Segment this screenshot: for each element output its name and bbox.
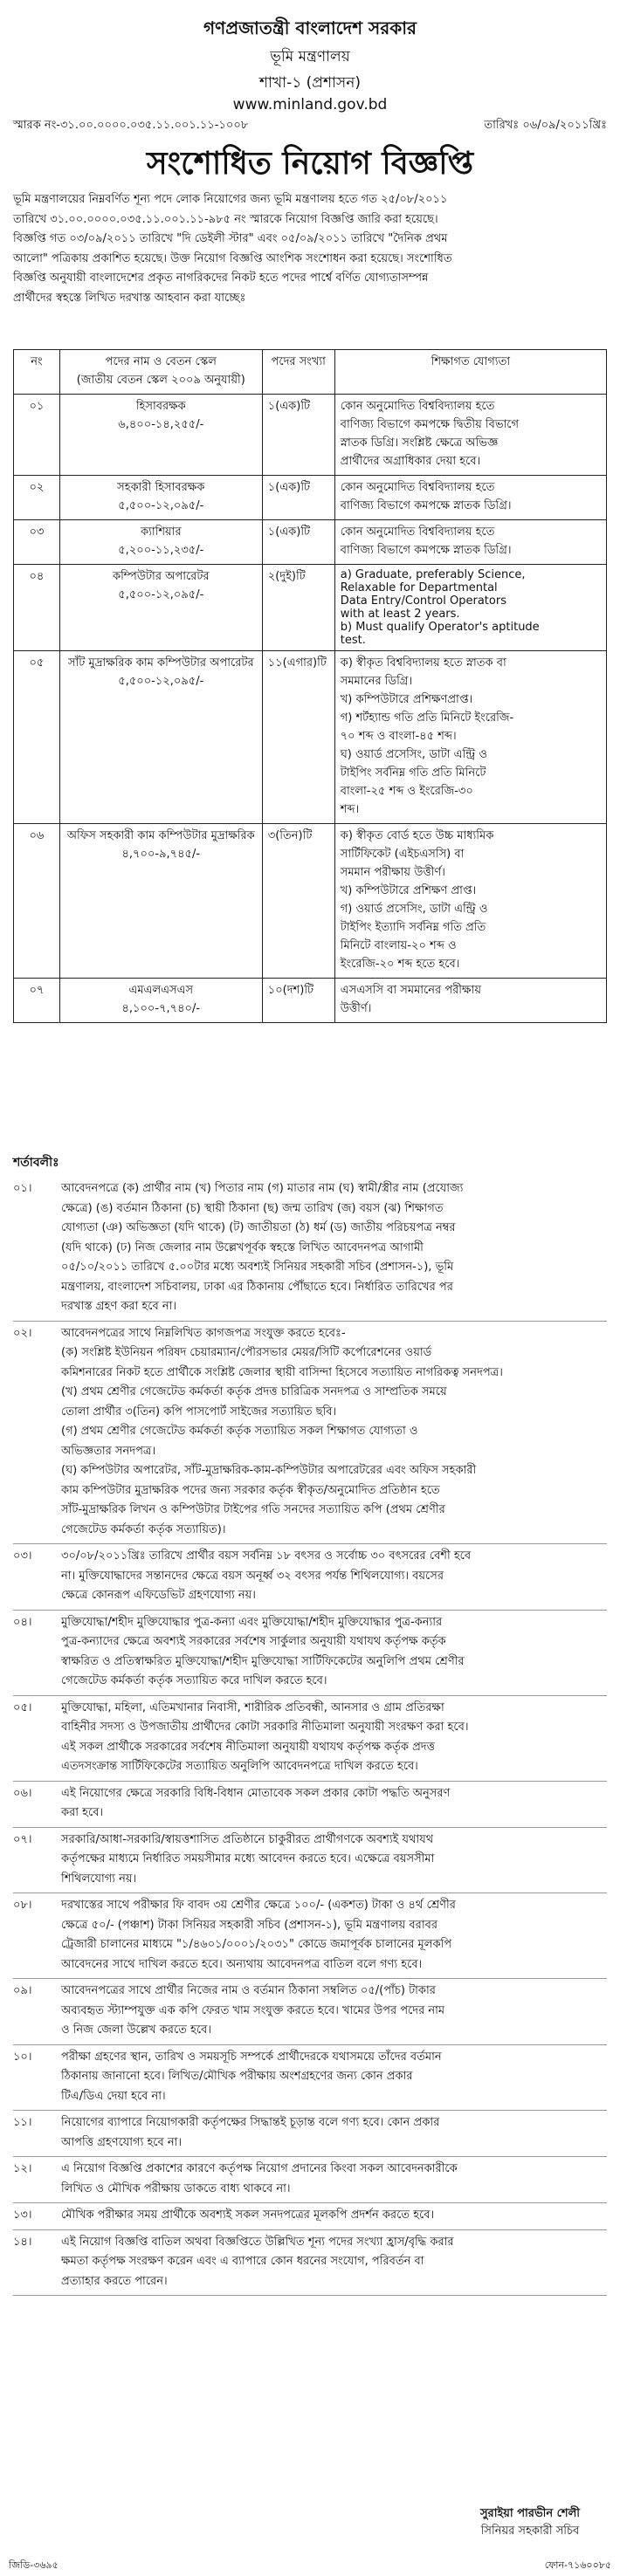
condition-line: ০৫/১০/২০১১ তারিখে ৫.০০টার মধ্যে অবশ্যই সিনিয়র সহকারী সচিব (প্রশাসন-১), ভূমি: [61, 1261, 454, 1274]
condition-text: [61, 1896, 607, 1975]
condition-text: [61, 1324, 607, 1541]
row-qualification: [334, 979, 606, 1023]
condition-line: মৌখিক পরীক্ষার সময় প্রার্থীকে অবশ্যই সকল সনদপত্রের মূলকপি প্রদর্শন করতে হবে।: [61, 2208, 435, 2222]
table-row: [14, 520, 607, 565]
conditions-list: [13, 1177, 607, 2296]
condition-line: কমিশনারের নিকট হতে প্রার্থীকে সংশ্লিষ্ট জেলার স্থায়ী বাসিন্দা হিসেবে সত্যায়িত নাগরিকত্ব সনদপত্র।: [61, 1365, 503, 1379]
post-name: এমএলএসএস: [128, 984, 194, 997]
condition-line: শিথিলযোগ্য নয়।: [61, 1872, 137, 1886]
condition-line: (খ) প্রথম শ্রেণীর গেজেটেড কর্মকর্তা কর্তৃক প্রদত্ত চারিত্রিক সনদপত্র ও সাম্প্রতিক সময়ে: [61, 1385, 447, 1398]
row-qualification: [334, 476, 606, 520]
government-title: গণপ্রজাতন্ত্রী বাংলাদেশ সরকার: [203, 17, 417, 38]
condition-line: ক্ষেত্রে কোনরূপ এফিডেভিট গ্রহণযোগ্য নয়।: [61, 1589, 256, 1602]
condition-line: অভিজ্ঞতার সনদপত্র।: [61, 1444, 156, 1458]
row-sl: ০২: [14, 476, 60, 520]
condition-item: [13, 2111, 607, 2157]
condition-text: [61, 1831, 607, 1890]
qualification-line: সমমান পরীক্ষায় উত্তীর্ণ।: [340, 866, 445, 879]
row-post-name: [59, 651, 262, 824]
condition-text: [61, 1982, 607, 2041]
condition-line: আপত্তি গ্রহণযোগ্য হবে না।: [61, 2135, 183, 2149]
condition-line: এতদসংক্রান্ত সার্টিফিকেটের সত্যায়িত অনুলিপি আবেদনপত্রে দাখিল করতে হবে।: [61, 1760, 418, 1773]
condition-number: ০১।: [13, 1182, 32, 1195]
condition-line: দরখাস্তের সাথে পরীক্ষার ফি বাবদ ৩য় শ্রেণীর ক্ষেত্রে ১০০/- (একশত) টাকা ও ৪র্থ শ্রেণীর: [61, 1899, 456, 1912]
condition-line: মুক্তিযোদ্ধা, মহিলা, এতিমখানার নিবাসী, শারীরিক প্রতিবন্ধী, আনসার ও গ্রাম প্রতিরক্ষা: [61, 1700, 444, 1714]
condition-line: ও নিজ জেলা উল্লেখ করতে হবে।: [61, 2023, 211, 2037]
intro-line: বিজ্ঞপ্তি গত ০৩/০৯/২০১১ তারিখে "দি ডেইলী স্টার" এবং ০৫/০৯/২০১১ তারিখে "দৈনিক প্রথম: [13, 232, 448, 245]
row-post-name: [59, 395, 262, 476]
condition-line: অব্যবহৃত স্ট্যাম্পযুক্ত এক কপি ফেরত খাম সংযুক্ত করতে হবে। খামের উপর পদের নাম: [61, 2003, 445, 2017]
qualification-line: কোন অনুমোদিত বিশ্ববিদ্যালয় হতে: [340, 400, 495, 413]
condition-item: [13, 2203, 607, 2230]
intro-line: প্রার্থীদের স্বহস্তে লিখিত দরখাস্ত আহবান করা যাচ্ছেঃ: [13, 291, 246, 305]
condition-line: ক্ষেত্রে ৫০/- (পঞ্চাশ) টাকা সিনিয়র সহকারী সচিব (প্রশাসন-১), ভূমি মন্ত্রণালয় বরাবর: [61, 1918, 437, 1932]
qualification-line: গ) ওয়ার্ড প্রসেসিং, ডাটা এন্ট্রি ও: [340, 903, 488, 916]
intro-line: আলো" পত্রিকায় প্রকাশিত হয়েছে। উক্ত নিয়োগ বিজ্ঞপ্তি আংশিক সংশোধন করা হয়েছে। সংশোধিত: [13, 251, 452, 265]
condition-line: মন্ত্রণালয়, বাংলাদেশ সচিবালয়, ঢাকা এর ঠিকানায় পৌঁছাতে হবে। নির্ধারিত তারিখের পর: [61, 1280, 453, 1294]
condition-item: [13, 2045, 607, 2112]
condition-item: [13, 1893, 607, 1979]
row-post-name: [59, 476, 262, 520]
header-qualification: শিক্ষাগত যোগ্যতা: [334, 350, 606, 395]
condition-number: ১৩।: [13, 2208, 32, 2222]
qualification-line: b) Must qualify Operator's aptitude: [340, 621, 540, 634]
condition-line: (ক) সংশ্লিষ্ট ইউনিয়ন পরিষদ চেয়ারম্যান/পৌরসভার মেয়র/সিটি কর্পোরেশনের ওয়ার্ড: [61, 1346, 432, 1359]
condition-line: প্রত্যাহার করতে পারেন।: [61, 2274, 168, 2288]
notice-date: তারিখঃ ০৬/০৯/২০১১খ্রিঃ: [484, 119, 607, 132]
condition-item: [13, 1611, 607, 1696]
row-sl: ০১: [14, 395, 60, 476]
condition-line: গেজেটেড কর্মকর্তা কর্তৃক সত্যায়িত করে দাখিল করতে হবে।: [61, 1674, 327, 1687]
condition-number: ১২।: [13, 2162, 32, 2175]
qualification-line: বাংলা-২৫ শব্দ ও ইংরেজি-৩০: [340, 785, 473, 798]
post-name: কম্পিউটার অপারেটর: [112, 570, 210, 583]
condition-item: [13, 1177, 607, 1322]
condition-item: [13, 1782, 607, 1828]
qualification-line: টাইপিং ইত্যাদি সর্বনিম্ন গতি প্রতি: [340, 921, 486, 934]
branch-name: শাখা-১ (প্রশাসন): [259, 74, 361, 92]
signature-block: [456, 2505, 604, 2540]
row-post-name: [59, 824, 262, 979]
condition-line: নিয়োগের ব্যাপারে নিয়োগকারী কর্তৃপক্ষের সিদ্ধান্তই চূড়ান্ত বলে গণ্য হবে। কোন প্রকার: [61, 2116, 440, 2129]
condition-number: ০৬।: [13, 1786, 32, 1800]
condition-line: (ঘ) কম্পিউটার অপারেটর, সাঁট-মুদ্রাক্ষরিক-কাম-কম্পিউটার অপারেটরের এবং অফিস সহকারী: [61, 1464, 477, 1477]
condition-text: [61, 1699, 607, 1777]
condition-line: আবেদনের সাথে দাখিল করতে হবে। অন্যথায় আবেদনপত্র বাতিল বলে গণ্য হবে।: [61, 1957, 423, 1971]
row-post-count: ১(এক)টি: [262, 476, 334, 520]
memo-number: স্মারক নং-৩১.০০.০০০০.০৩৫.১১.০০১.১১-১০০৮: [13, 119, 249, 132]
qualification-line: বাণিজ্য বিভাগে কমপক্ষে স্নাতক ডিগ্রি।: [340, 499, 512, 512]
header-post-count: পদের সংখ্যা: [262, 350, 334, 395]
intro-line: তারিখে ৩১.০০.০০০০.০৩৫.১১.০০১.১১-৯৮৫ নং স্মারকে নিয়োগ বিজ্ঞপ্তি জারি করা হয়েছে।: [13, 212, 438, 226]
row-post-count: ১(এক)টি: [262, 520, 334, 565]
condition-line: পরীক্ষা গ্রহণের স্থান, তারিখ ও সময়সূচি সম্পর্কে প্রার্থীদেরকে যথাসময়ে তাঁদের বর্তমান: [61, 2050, 442, 2064]
row-post-count: ১০(দশ)টি: [262, 979, 334, 1023]
website-link[interactable]: www.minland.gov.bd: [232, 96, 388, 113]
condition-line: লিখিত ও মৌখিক পরীক্ষায় ডাকতে বাধ্য থাকবে না।: [61, 2181, 291, 2195]
table-row: [14, 395, 607, 476]
condition-number: ০৯।: [13, 1984, 32, 1997]
row-sl: ০৩: [14, 520, 60, 565]
qualification-line: বাণিজ্য বিভাগে কমপক্ষে স্নাতক ডিগ্রি।: [340, 544, 512, 557]
condition-text: [61, 1179, 607, 1317]
condition-text: [61, 2233, 607, 2292]
qualification-line: টাইপিং সর্বনিম্ন গতি প্রতি মিনিটে: [340, 766, 486, 780]
condition-line: (যদি থাকে) (ঢ) নিজ জেলার নাম উল্লেখপূর্বক স্বহস্তে লিখিত আবেদনপত্র আগামী: [61, 1240, 424, 1254]
condition-line: আবেদনপত্রে (ক) প্রার্থীর নাম (খ) পিতার নাম (গ) মাতার নাম (ঘ) স্বামী/স্ত্রীর নাম (প্রযোজ্য: [61, 1182, 464, 1195]
condition-text: [61, 1547, 607, 1606]
qualification-line: সমমানের ডিগ্রি।: [340, 675, 413, 688]
condition-line: এ নিয়োগ বিজ্ঞপ্তি প্রকাশের কারণে কর্তৃপক্ষ নিয়োগ প্রদানের কিংবা সকল আবেদনকারীকে: [61, 2162, 458, 2175]
condition-line: ক্ষমতা কর্তৃপক্ষ সংরক্ষণ করেন এবং এ ব্যাপারে কোন ধরনের সংযোগ, পরিবর্তন বা: [61, 2255, 424, 2268]
qualification-line: খ) কম্পিউটারে প্রশিক্ষণপ্রাপ্ত।: [340, 693, 473, 706]
footer-phone: ফোন-৭১৬০০৮৫: [544, 2559, 611, 2571]
row-qualification: [334, 824, 606, 979]
qualification-line: প্রার্থীদের অগ্রাধিকার দেয়া হবে।: [340, 455, 481, 468]
row-post-count: ৩(তিন)টি: [262, 824, 334, 979]
qualification-line: স্নাতক ডিগ্রি। সংশ্লিষ্ট ক্ষেত্রে অভিজ্ঞ: [340, 436, 499, 450]
qualification-line: ৭০ শব্দ ও বাংলা-৪৫ শব্দ।: [340, 730, 457, 743]
condition-line: টিএ/ডিএ দেয়া হবে না।: [61, 2089, 166, 2103]
condition-line: আবেদনপত্রের সাথে নিম্নলিখিত কাগজপত্র সংযুক্ত করতে হবেঃ-: [61, 1326, 346, 1340]
condition-line: বাহিনীর সদস্য ও উপজাতীয় প্রার্থীদের কোটা সরকারি নীতিমালা অনুযায়ী সংরক্ষণ করা হবে।: [61, 1721, 469, 1734]
row-sl: ০৪: [14, 565, 60, 651]
signatory-name: সুরাইয়া পারভীন শেলী: [479, 2507, 581, 2520]
condition-item: [13, 1544, 607, 1611]
qualification-line: উত্তীর্ণ।: [340, 1002, 372, 1015]
row-post-name: [59, 520, 262, 565]
condition-line: না। মুক্তিযোদ্ধাদের সন্তানদের ক্ষেত্রে বয়স অনূর্ধ্ব ৩২ বৎসর পর্যন্ত শিথিলযোগ্য। বয়সের: [61, 1569, 444, 1583]
header-sl: নং: [14, 350, 60, 395]
header-post-name-sub: (জাতীয় বেতন স্কেল ২০০৯ অনুযায়ী): [76, 374, 245, 387]
condition-line: দরখাস্ত গ্রহণ করা হবে না।: [61, 1300, 177, 1313]
row-post-name: [59, 979, 262, 1023]
condition-text: [61, 2206, 607, 2226]
qualification-line: বাণিজ্য বিভাগে কমপক্ষে দ্বিতীয় বিভাগে: [340, 418, 520, 431]
header-post-name: [59, 350, 262, 395]
condition-item: [13, 1322, 607, 1545]
condition-text: [61, 1784, 607, 1824]
notice-title: সংশোধিত নিয়োগ বিজ্ঞপ্তি: [146, 146, 474, 182]
condition-text: [61, 2048, 607, 2107]
qualification-line: গ) শর্টহ্যান্ড গতি প্রতি মিনিটে ইংরেজি-: [340, 711, 514, 725]
condition-line: মুক্তিযোদ্ধা/শহীদ মুক্তিযোদ্ধার পুত্র-কন্যা এবং মুক্তিযোদ্ধা/শহীদ মুক্তিযোদ্ধার পুত্র-কন্যার: [61, 1615, 443, 1629]
conditions-title: শর্তাবলীঃ: [13, 1156, 59, 1170]
condition-text: [61, 2160, 607, 2199]
condition-line: ঠিকানায় জানানো হবে। লিখিত/মৌখিক পরীক্ষায় অংশগ্রহণের জন্য কোন প্রকার: [61, 2070, 413, 2083]
pay-scale: ৫,৫০০-১২,০৯৫/-: [118, 499, 204, 512]
table-row: [14, 476, 607, 520]
table-row: [14, 565, 607, 651]
intro-line: বিজ্ঞপ্তি অনুযায়ী বাংলাদেশের প্রকৃত নাগরিকদের নিকট হতে পদের পার্শ্বে বর্ণিত যোগ্যতাসম্পন্ন: [13, 271, 429, 285]
condition-line: সরকারি/আধা-সরকারি/স্বায়ত্তশাসিত প্রতিষ্ঠানে চাকুরীরত প্রার্থীগণকে অবশ্যই যথাযথ: [61, 1832, 434, 1846]
table-row: [14, 979, 607, 1023]
table-row: [14, 824, 607, 979]
condition-line: গেজেটেড কর্মকর্তা কর্তৃক সত্যায়িত)।: [61, 1522, 226, 1536]
row-sl: ০৭: [14, 979, 60, 1023]
row-post-count: ২(দুই)টি: [262, 565, 334, 651]
vacancy-table: [13, 349, 607, 1023]
pay-scale: ৫,২০০-১১,২৩৫/-: [118, 544, 204, 557]
condition-number: ১০।: [13, 2050, 32, 2064]
qualification-line: কোন অনুমোদিত বিশ্ববিদ্যালয় হতে: [340, 526, 495, 539]
condition-line: (গ) প্রথম শ্রেণীর গেজেটেড কর্মকর্তা কর্তৃক সত্যায়িত সকল শিক্ষাগত যোগ্যতা ও: [61, 1425, 418, 1438]
condition-line: এই নিয়োগ বিজ্ঞপ্তি বাতিল অথবা বিজ্ঞপ্তিতে উল্লিখিত শূন্য পদের সংখ্যা হ্রাস/বৃদ্ধি করার: [61, 2235, 454, 2249]
post-name: ক্যাশিয়ার: [140, 526, 182, 539]
row-qualification: [334, 395, 606, 476]
row-post-name: [59, 565, 262, 651]
condition-number: ১৪।: [13, 2235, 32, 2249]
condition-number: ০৮।: [13, 1899, 32, 1912]
condition-item: [13, 1979, 607, 2045]
row-sl: ০৫: [14, 651, 60, 824]
row-qualification: [334, 565, 606, 651]
condition-item: [13, 2230, 607, 2297]
condition-line: সাঁট-মুদ্রাক্ষরিক লিখন ও কম্পিউটার টাইপের গতি সনদের সত্যায়িত কপি (প্রথম শ্রেণীর: [61, 1503, 445, 1516]
qualification-line: ঘ) ওয়ার্ড প্রসেসিং, ডাটা এন্ট্রি ও: [340, 748, 487, 761]
post-name: সাঁট মুদ্রাক্ষরিক কাম কম্পিউটার অপারেটর: [67, 656, 254, 670]
condition-number: ০৫।: [13, 1700, 32, 1714]
intro-paragraph: [13, 190, 607, 308]
qualification-line: ইংরেজি-২০ শব্দ হতে হবে।: [340, 958, 460, 971]
condition-number: ১১।: [13, 2116, 32, 2129]
qualification-line: শব্দ।: [340, 803, 360, 816]
pay-scale: ৫,৫০০-১২,০৯৫/-: [118, 588, 204, 601]
post-name: সহকারী হিসাবরক্ষক: [117, 481, 205, 494]
condition-line: এই সকল প্রার্থীকে সরকারের সর্বশেষ নীতিমালা অনুযায়ী যথাযথ কর্তৃপক্ষ কর্তৃক প্রদত্ত: [61, 1740, 435, 1754]
condition-line: করা হবে।: [61, 1806, 104, 1819]
qualification-line: এসএসসি বা সমমানের পরীক্ষায়: [340, 984, 481, 997]
condition-line: কাম কম্পিউটার মুদ্রাক্ষরিক পদের জন্য সরকার কর্তৃক স্বীকৃত/অনুমোদিত প্রতিষ্ঠান হতে: [61, 1483, 440, 1497]
row-qualification: [334, 651, 606, 824]
qualification-line: test.: [340, 634, 366, 647]
condition-line: ট্রেজারী চালানের মাধ্যমে "১/৪৬০১/০০০১/২০৩১" কোডে জমাপূর্বক চালানের মূলকপি: [61, 1938, 452, 1951]
intro-line: ভূমি মন্ত্রণালয়ের নিম্নবর্ণিত শূন্য পদে লোক নিয়োগের জন্য ভূমি মন্ত্রণালয় হতে গত ২৫/০৮/২০১১: [13, 193, 448, 206]
qualification-line: Data Entry/Control Operators: [340, 594, 506, 608]
signatory-designation: সিনিয়র সহকারী সচিব: [480, 2524, 580, 2538]
qualification-line: মিনিটে বাংলায়-২০ শব্দ ও: [340, 939, 457, 952]
condition-line: এই নিয়োগের ক্ষেত্রে সরকারি বিধি-বিধান মোতাবেক সকল প্রকার কোটা পদ্ধতি অনুসরণ: [61, 1786, 451, 1800]
post-name: অফিস সহকারী কাম কম্পিউটার মুদ্রাক্ষরিক: [66, 829, 255, 842]
pay-scale: ৪,৭০০-৯,৭৪৫/-: [121, 848, 201, 861]
qualification-line: Relaxable for Departmental: [340, 581, 498, 594]
condition-line: কর্তৃপক্ষের মাধ্যমে নির্ধারিত সময়সীমার মধ্যে আবেদন করতে হবে। এক্ষেত্রে বয়সসীমা: [61, 1852, 435, 1865]
condition-line: তোলা প্রার্থীর ৩(তিন) কপি পাসপোর্ট সাইজের সত্যায়িত ছবি।: [61, 1405, 337, 1419]
qualification-line: সার্টিফিকেট (এইচএসসি) বা: [340, 848, 465, 861]
header-post-name-label: পদের নাম ও বেতন স্কেল: [105, 355, 217, 368]
condition-item: [13, 2157, 607, 2203]
condition-item: [13, 1696, 607, 1782]
condition-line: আবেদনপত্রের সাথে প্রার্থীর নিজের নাম ও বর্তমান ঠিকানা সম্বলিত ০৫/(পাঁচ) টাকার: [61, 1984, 436, 1997]
condition-number: ০৩।: [13, 1549, 32, 1563]
condition-text: [61, 1613, 607, 1692]
condition-number: ০৪।: [13, 1615, 32, 1629]
pay-scale: ৪,১০০-৭,৭৪০/-: [121, 1002, 201, 1015]
table-header-row: [14, 350, 607, 395]
row-post-count: ১(এক)টি: [262, 395, 334, 476]
condition-number: ০২।: [13, 1326, 32, 1340]
condition-number: ০৭।: [13, 1832, 32, 1846]
qualification-line: কোন অনুমোদিত বিশ্ববিদ্যালয় হতে: [340, 481, 495, 494]
table-row: [14, 651, 607, 824]
condition-text: [61, 2113, 607, 2153]
post-name: হিসাবরক্ষক: [135, 400, 186, 413]
condition-line: ক্ষেত্রে) (ঙ) বর্তমান ঠিকানা (চ) স্থায়ী ঠিকানা (ছ) জন্ম তারিখ (জ) বয়স (ঝ) শিক্ষাগত: [61, 1201, 444, 1215]
condition-item: [13, 1828, 607, 1894]
row-post-count: ১১(এগার)টি: [262, 651, 334, 824]
row-sl: ০৬: [14, 824, 60, 979]
qualification-line: ক) স্বীকৃত বোর্ড হতে উচ্চ মাধ্যমিক: [340, 829, 494, 842]
qualification-line: a) Graduate, preferably Science,: [340, 568, 526, 581]
pay-scale: ৫,৫০০-১২,০৯৫/-: [118, 675, 204, 688]
ministry-name: ভূমি মন্ত্রণালয়: [270, 48, 350, 65]
condition-line: ৩০/০৮/২০১১খ্রিঃ তারিখে প্রার্থীর বয়স সর্বনিম্ন ১৮ বৎসর ও সর্বোচ্চ ৩০ বৎসরের বেশী হবে: [61, 1549, 472, 1563]
footer-code: জিডি-৩৬৯৫: [9, 2559, 59, 2571]
row-qualification: [334, 520, 606, 565]
qualification-line: খ) কম্পিউটারে প্রশিক্ষণ প্রাপ্ত।: [340, 884, 477, 897]
qualification-line: with at least 2 years.: [340, 608, 460, 621]
condition-line: যোগ্যতা (ঞ) অভিজ্ঞতা (যদি থাকে) (ট) জাতীয়তা (ঠ) ধর্ম (ড) জাতীয় পরিচয়পত্র নম্বর: [61, 1221, 456, 1234]
condition-line: পুত্র-কন্যাদের ক্ষেত্রে অবশ্যই সরকারের সর্বশেষ সার্কুলার অনুযায়ী যথাযথ কর্তৃপক্ষ কর্তৃক: [61, 1635, 446, 1648]
qualification-line: ক) স্বীকৃত বিশ্ববিদ্যালয় হতে স্নাতক বা: [340, 656, 506, 670]
condition-line: স্বাক্ষরিত ও প্রতিস্বাক্ষরিত মুক্তিযোদ্ধা/শহীদ মুক্তিযোদ্ধা সার্টিফিকেটের অনুলিপি প্রথম শ্রেণীর: [61, 1654, 465, 1668]
pay-scale: ৬,৪০০-১৪,২৫৫/-: [118, 418, 204, 431]
